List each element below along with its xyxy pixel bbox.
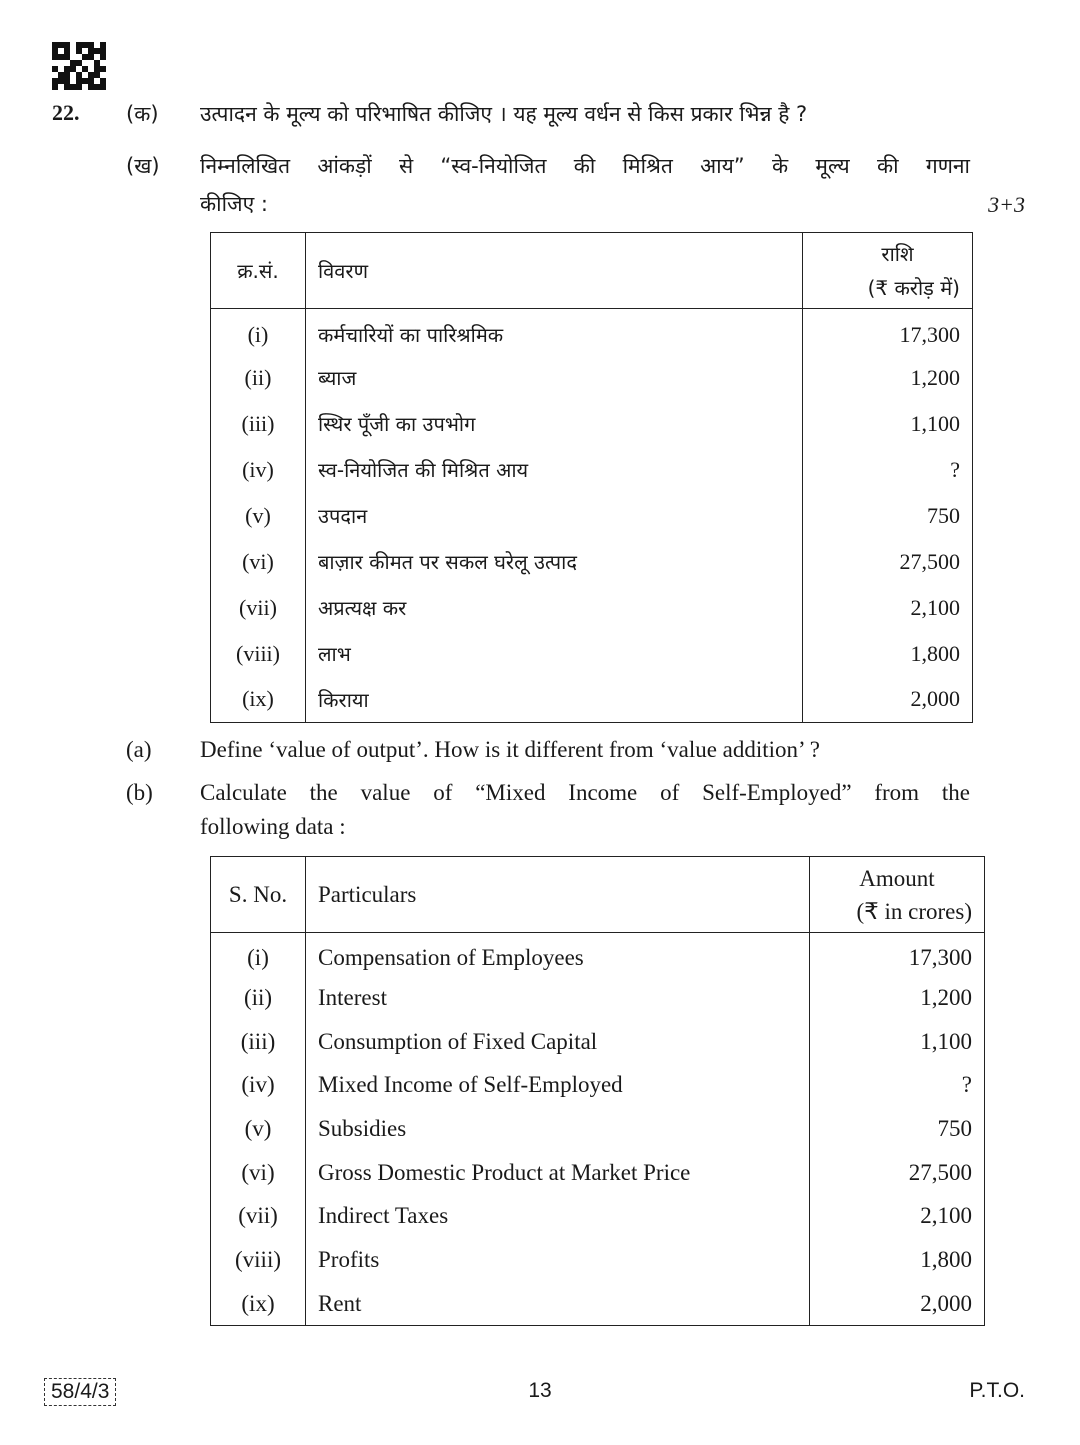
hindi-part-b-label: (ख) xyxy=(126,154,160,178)
english-part-b-text-line2: following data : xyxy=(200,814,346,839)
english-header-amount-line1: Amount xyxy=(859,865,935,891)
cell-item: अप्रत्यक्ष कर xyxy=(306,585,803,631)
cell-item: किराया xyxy=(306,677,803,723)
cell-amount: 2,100 xyxy=(803,585,973,631)
table-row xyxy=(211,1064,985,1108)
cell-sno: (ix) xyxy=(211,1282,306,1326)
cell-sno: (v) xyxy=(211,493,306,539)
cell-sno: (viii) xyxy=(211,631,306,677)
english-header-amount-line2: (₹ in crores) xyxy=(856,898,972,924)
cell-amount: 750 xyxy=(810,1107,985,1151)
cell-amount: 1,800 xyxy=(810,1238,985,1282)
hindi-part-a-label: (क) xyxy=(126,102,159,126)
hindi-header-amount-line1: राशि xyxy=(881,241,914,266)
pto-label: P.T.O. xyxy=(969,1379,1025,1402)
cell-amount: 2,000 xyxy=(810,1282,985,1326)
cell-sno: (iii) xyxy=(211,401,306,447)
hindi-part-a-text: उत्पादन के मूल्य को परिभाषित कीजिए । यह मूल्य वर्धन से किस प्रकार भिन्न है ? xyxy=(200,102,808,126)
english-part-a-label: (a) xyxy=(126,737,152,762)
cell-amount: 1,200 xyxy=(810,976,985,1020)
table-row xyxy=(211,585,973,631)
table-row xyxy=(211,493,973,539)
cell-item: Interest xyxy=(306,976,810,1020)
cell-amount: 1,800 xyxy=(803,631,973,677)
cell-amount: ? xyxy=(803,447,973,493)
cell-item: ब्याज xyxy=(306,355,803,401)
hindi-header-sno: क्र.सं. xyxy=(211,233,306,309)
english-header-amount xyxy=(810,857,985,933)
cell-amount: 27,500 xyxy=(810,1151,985,1195)
cell-item: लाभ xyxy=(306,631,803,677)
table-row xyxy=(211,539,973,585)
english-header-particulars: Particulars xyxy=(306,857,810,933)
table-row xyxy=(211,1238,985,1282)
cell-sno: (ii) xyxy=(211,355,306,401)
hindi-header-amount xyxy=(803,233,973,309)
hindi-header-amount-line2: (₹ करोड़ में) xyxy=(867,275,960,300)
cell-amount: 1,200 xyxy=(803,355,973,401)
table-row xyxy=(211,447,973,493)
cell-item: Subsidies xyxy=(306,1107,810,1151)
cell-sno: (vii) xyxy=(211,585,306,631)
cell-amount: 17,300 xyxy=(803,309,973,355)
cell-item: स्व-नियोजित की मिश्रित आय xyxy=(306,447,803,493)
table-row xyxy=(211,631,973,677)
table-row xyxy=(211,309,973,355)
cell-item: Mixed Income of Self-Employed xyxy=(306,1064,810,1108)
cell-item: Rent xyxy=(306,1282,810,1326)
cell-sno: (iv) xyxy=(211,447,306,493)
cell-sno: (ii) xyxy=(211,976,306,1020)
table-row xyxy=(211,1107,985,1151)
cell-amount: ? xyxy=(810,1064,985,1108)
table-row xyxy=(211,976,985,1020)
cell-sno: (vi) xyxy=(211,539,306,585)
table-row xyxy=(211,1282,985,1326)
page-number: 13 xyxy=(528,1379,552,1402)
cell-amount: 2,000 xyxy=(803,677,973,723)
cell-item: Compensation of Employees xyxy=(306,933,810,977)
table-row xyxy=(211,677,973,723)
cell-sno: (iv) xyxy=(211,1064,306,1108)
table-row xyxy=(211,1020,985,1064)
cell-item: Indirect Taxes xyxy=(306,1195,810,1239)
cell-sno: (viii) xyxy=(211,1238,306,1282)
cell-item: स्थिर पूँजी का उपभोग xyxy=(306,401,803,447)
table-row xyxy=(211,401,973,447)
cell-amount: 1,100 xyxy=(810,1020,985,1064)
paper-code: 58/4/3 xyxy=(44,1378,116,1406)
cell-amount: 2,100 xyxy=(810,1195,985,1239)
cell-amount: 1,100 xyxy=(803,401,973,447)
marks: 3+3 xyxy=(988,192,1025,217)
qr-code xyxy=(52,42,106,90)
english-part-b-label: (b) xyxy=(126,780,153,805)
cell-item: Gross Domestic Product at Market Price xyxy=(306,1151,810,1195)
cell-sno: (vi) xyxy=(211,1151,306,1195)
cell-item: बाज़ार कीमत पर सकल घरेलू उत्पाद xyxy=(306,539,803,585)
table-row xyxy=(211,933,985,977)
cell-item: Consumption of Fixed Capital xyxy=(306,1020,810,1064)
cell-sno: (i) xyxy=(211,933,306,977)
hindi-header-particulars: विवरण xyxy=(306,233,803,309)
cell-amount: 750 xyxy=(803,493,973,539)
english-header-sno: S. No. xyxy=(211,857,306,933)
hindi-part-b-text-line1: निम्नलिखित आंकड़ों से “स्व-नियोजित की मिश्रित आय” के मूल्य की गणना xyxy=(200,154,970,178)
cell-sno: (iii) xyxy=(211,1020,306,1064)
table-row xyxy=(211,355,973,401)
cell-sno: (ix) xyxy=(211,677,306,723)
hindi-part-b-text-line2: कीजिए : xyxy=(200,192,268,216)
cell-sno: (v) xyxy=(211,1107,306,1151)
english-data-table xyxy=(210,856,985,1326)
cell-amount: 17,300 xyxy=(810,933,985,977)
cell-amount: 27,500 xyxy=(803,539,973,585)
table-row xyxy=(211,1151,985,1195)
hindi-data-table xyxy=(210,232,973,723)
english-part-a-text: Define ‘value of output’. How is it different from ‘value addition’ ? xyxy=(200,737,820,762)
table-row xyxy=(211,1195,985,1239)
cell-sno: (i) xyxy=(211,309,306,355)
cell-item: Profits xyxy=(306,1238,810,1282)
english-part-b-text-line1: Calculate the value of “Mixed Income of Self-Employed” from the xyxy=(200,780,970,805)
cell-item: उपदान xyxy=(306,493,803,539)
cell-item: कर्मचारियों का पारिश्रमिक xyxy=(306,309,803,355)
question-number: 22. xyxy=(52,100,80,125)
cell-sno: (vii) xyxy=(211,1195,306,1239)
